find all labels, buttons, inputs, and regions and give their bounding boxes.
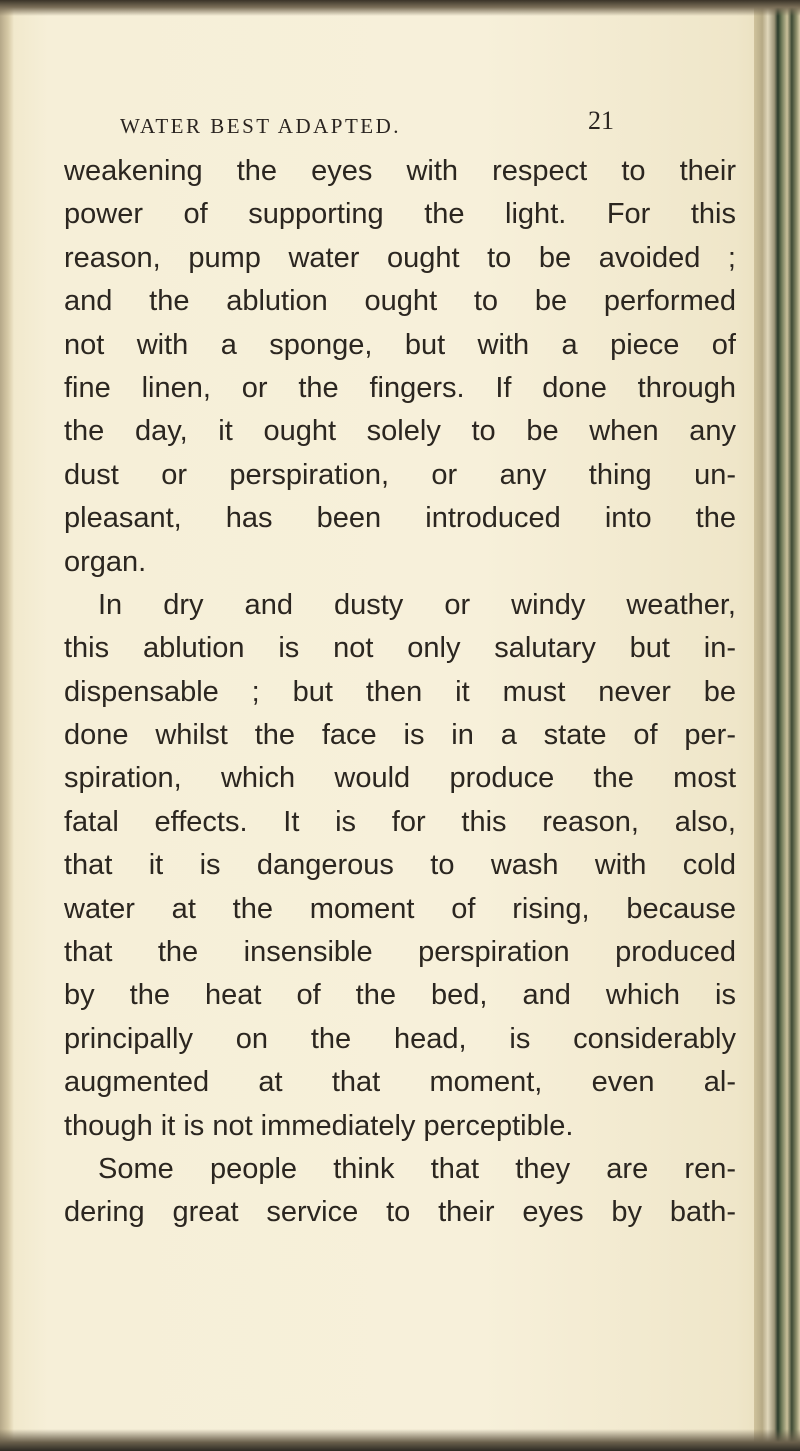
text-line: weakening the eyes with respect to their: [64, 155, 736, 187]
text-line: water at the moment of rising, because: [64, 892, 736, 925]
text-line: organ.: [64, 545, 147, 578]
text-line: this ablution is not only salutary but in-: [64, 632, 736, 665]
text-line: dering great service to their eyes by bath-: [64, 1196, 736, 1229]
text-line: and the ablution ought to be performed: [64, 285, 736, 318]
text-line: done whilst the face is in a state of per-: [64, 719, 736, 752]
text-line: that the insensible perspiration produced: [64, 936, 736, 969]
text-line: dispensable ; but then it must never be: [64, 675, 736, 708]
paragraph: [64, 1148, 736, 1235]
page-bottom-shadow: [0, 1429, 800, 1451]
text-line: not with a sponge, but with a piece of: [64, 328, 736, 361]
text-line: that it is dangerous to wash with cold: [64, 849, 736, 882]
page-header: [120, 104, 720, 144]
text-line: by the heat of the bed, and which is: [64, 979, 736, 1012]
text-line: fine linen, or the fingers. If done through: [64, 371, 736, 404]
text-line: power of supporting the light. For this: [64, 198, 736, 231]
page-number: 21: [588, 106, 614, 135]
body-text: [64, 150, 736, 1235]
text-line: Some people think that they are ren-: [98, 1152, 736, 1185]
text-line: the day, it ought solely to be when any: [64, 415, 736, 448]
text-line: principally on the head, is considerably: [64, 1022, 736, 1055]
text-line: augmented at that moment, even al-: [64, 1066, 736, 1099]
text-line: In dry and dusty or windy weather,: [98, 588, 736, 621]
text-line: reason, pump water ought to be avoided ;: [64, 241, 736, 274]
paragraph: [64, 584, 736, 1148]
running-title: WATER BEST ADAPTED.: [120, 114, 402, 138]
text-line: pleasant, has been introduced into the: [64, 502, 736, 535]
text-line: dust or perspiration, or any thing un-: [64, 458, 736, 491]
book-edge-right: [754, 0, 800, 1451]
page-top-shadow: [0, 0, 800, 16]
text-line: though it is not immediately perceptible.: [64, 1109, 574, 1142]
paragraph: [64, 150, 736, 584]
text-line: fatal effects. It is for this reason, also,: [64, 805, 736, 838]
text-line: spiration, which would produce the most: [64, 762, 736, 795]
page-gutter-shadow: [0, 0, 14, 1451]
